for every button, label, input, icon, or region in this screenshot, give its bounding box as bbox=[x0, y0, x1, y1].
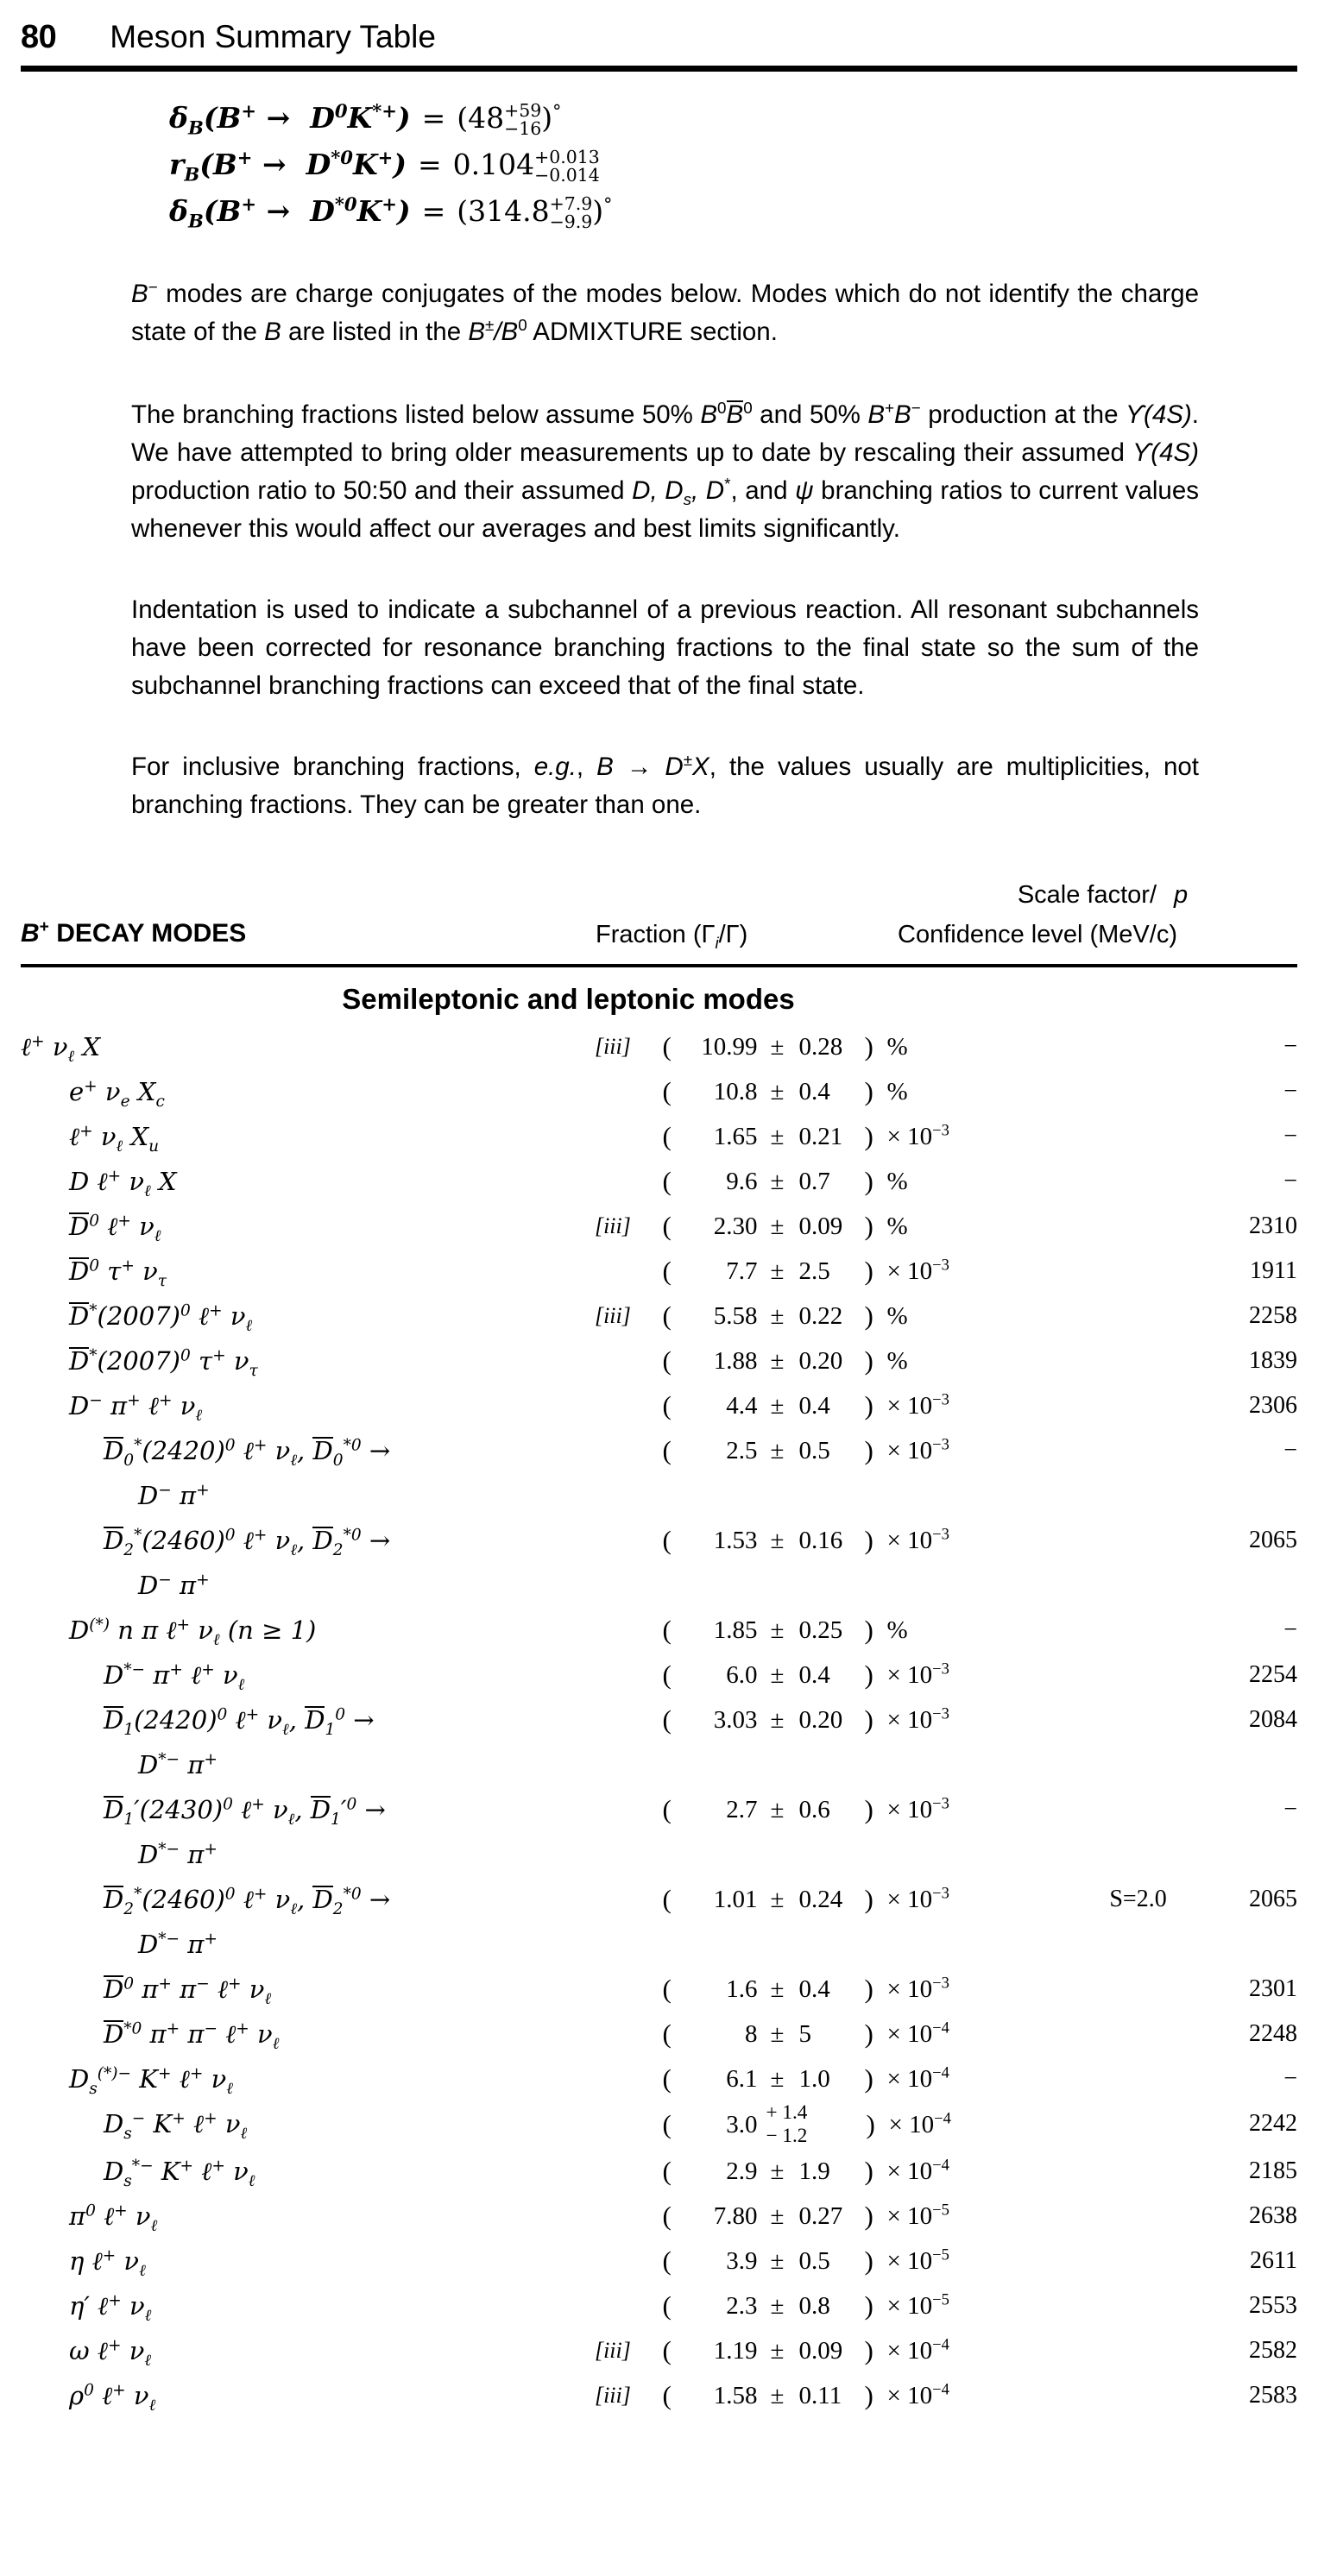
decay-mode-continuation-row bbox=[0, 1922, 1318, 1967]
header-confidence-level: Confidence level (MeV/c) bbox=[898, 921, 1177, 948]
decay-mode-cell: $D^{*0}$ π+ π− ℓ+ $\nu_\ell$ bbox=[104, 2019, 280, 2053]
reference-note-cell bbox=[595, 1608, 663, 1653]
reference-note-cell bbox=[595, 1114, 663, 1159]
momentum-cell: 2258 bbox=[1249, 1302, 1297, 1329]
scale-factor-cell bbox=[1028, 2012, 1167, 2056]
equation-3-equals: = bbox=[421, 194, 446, 228]
decay-mode-continuation-row bbox=[0, 1832, 1318, 1877]
table-row[interactable] bbox=[0, 1787, 1318, 1832]
table-row[interactable] bbox=[0, 1069, 1318, 1114]
decay-mode-continuation-cell: D− π+ bbox=[138, 1481, 210, 1510]
fraction-value-cell: ( 1.58 ± 0.11 ) × $10^{-4}$ bbox=[662, 2379, 949, 2410]
decay-mode-cell: $D_s^{*-}$ K+ ℓ+ $\nu_\ell$ bbox=[104, 2156, 255, 2190]
momentum-cell: 2306 bbox=[1249, 1392, 1297, 1419]
scale-factor-cell bbox=[1028, 1518, 1167, 1563]
fraction-value-cell: ( 10.8 ± 0.4 ) % bbox=[662, 1076, 908, 1106]
reference-note-cell bbox=[595, 2239, 663, 2283]
equation-1-lhs: $\delta_B(B^+ \to D^0K^{*+})$ bbox=[169, 100, 411, 139]
table-row[interactable] bbox=[0, 1338, 1318, 1383]
page-number: 80 bbox=[21, 19, 57, 55]
scale-factor-cell bbox=[1028, 1114, 1167, 1159]
decay-mode-cell: $D^*(2007)^0$ ℓ+ $\nu_\ell$ bbox=[69, 1301, 253, 1335]
momentum-cell: − bbox=[1283, 1078, 1297, 1105]
section-title: Semileptonic and leptonic modes bbox=[342, 983, 795, 1015]
table-row[interactable] bbox=[0, 1653, 1318, 1697]
scale-factor-cell bbox=[1028, 1653, 1167, 1697]
fraction-value-cell: ( 9.6 ± 0.7 ) % bbox=[662, 1166, 908, 1196]
fraction-value-cell: ( 10.99 ± 0.28 ) % bbox=[662, 1031, 908, 1061]
reference-note-cell bbox=[595, 1159, 663, 1204]
table-row[interactable] bbox=[0, 1428, 1318, 1473]
reference-note-cell bbox=[595, 1338, 663, 1383]
fraction-value-cell: ( 3.9 ± 0.5 ) × $10^{-5}$ bbox=[662, 2245, 949, 2276]
header-scale-factor: Scale factor/ bbox=[1017, 881, 1157, 909]
decay-mode-cell: $D^0$ π+ π− ℓ+ $\nu_\ell$ bbox=[104, 1975, 272, 2008]
equation-3-rhs: (314.8 +7.9 −9.9 )° bbox=[457, 193, 613, 232]
momentum-cell: 2065 bbox=[1249, 1527, 1297, 1553]
scale-factor-cell bbox=[1028, 2149, 1167, 2194]
decay-mode-cell: D(*) n π ℓ+ $\nu_\ell$ (n ≥ 1) bbox=[69, 1616, 317, 1649]
fraction-value-cell: ( 1.01 ± 0.24 ) × $10^{-3}$ bbox=[662, 1884, 949, 1914]
table-row[interactable] bbox=[0, 1024, 1318, 1069]
table-row[interactable] bbox=[0, 1249, 1318, 1294]
reference-note-cell bbox=[595, 1787, 663, 1832]
reference-note-cell: [iii] bbox=[594, 1034, 631, 1059]
equation-row-2 bbox=[169, 148, 1318, 194]
table-row[interactable] bbox=[0, 1383, 1318, 1428]
decay-mode-cell: η′ ℓ+ $\nu_\ell$ bbox=[69, 2290, 152, 2325]
reference-note-cell bbox=[595, 1697, 663, 1742]
table-row[interactable] bbox=[0, 1967, 1318, 2012]
header-decay-modes: B+ DECAY MODES bbox=[21, 918, 247, 948]
momentum-cell: 2301 bbox=[1249, 1975, 1297, 2002]
momentum-cell: 2254 bbox=[1249, 1661, 1297, 1688]
scale-factor-cell bbox=[1028, 2283, 1167, 2328]
reference-note-cell bbox=[595, 1428, 663, 1473]
fraction-value-cell: ( 2.7 ± 0.6 ) × $10^{-3}$ bbox=[662, 1794, 949, 1824]
decay-mode-continuation-row bbox=[0, 1563, 1318, 1608]
fraction-value-cell: ( 1.19 ± 0.09 ) × $10^{-4}$ bbox=[662, 2334, 949, 2365]
decay-mode-continuation-cell: D*− π+ bbox=[138, 1750, 218, 1779]
decay-mode-cell: $\pi^0$ ℓ+ $\nu_\ell$ bbox=[69, 2201, 158, 2235]
equation-2-rhs: 0.104 +0.013 −0.014 bbox=[452, 147, 600, 186]
reference-note-cell: [iii] bbox=[594, 1213, 631, 1238]
momentum-cell: 2310 bbox=[1249, 1212, 1297, 1239]
decay-mode-cell: e+ $\nu_e$ $X_c$ bbox=[69, 1077, 165, 1111]
decay-mode-continuation-cell: D*− π+ bbox=[138, 1930, 218, 1959]
equation-1-equals: = bbox=[421, 101, 446, 135]
scale-factor-cell bbox=[1028, 2194, 1167, 2239]
decay-mode-cell: $D^0$ τ+ $\nu_\tau$ bbox=[69, 1257, 167, 1290]
fraction-value-cell: ( 4.4 ± 0.4 ) × $10^{-3}$ bbox=[662, 1390, 949, 1420]
decay-mode-cell: $\rho^0$ ℓ+ $\nu_\ell$ bbox=[69, 2380, 156, 2415]
scale-factor-cell bbox=[1028, 1383, 1167, 1428]
momentum-cell: − bbox=[1283, 1437, 1297, 1464]
scale-factor-cell bbox=[1028, 2373, 1167, 2418]
running-head bbox=[0, 0, 1318, 57]
table-row[interactable] bbox=[0, 1114, 1318, 1159]
momentum-cell: − bbox=[1283, 1123, 1297, 1149]
fraction-value-cell: ( 1.6 ± 0.4 ) × $10^{-3}$ bbox=[662, 1974, 949, 2004]
reference-note-cell bbox=[595, 1249, 663, 1294]
momentum-cell: 2084 bbox=[1249, 1706, 1297, 1733]
table-header-rule bbox=[21, 964, 1297, 967]
reference-note-cell bbox=[595, 2149, 663, 2194]
table-row[interactable] bbox=[0, 2239, 1318, 2283]
header-momentum-symbol: p bbox=[1174, 881, 1189, 909]
momentum-cell: − bbox=[1283, 1033, 1297, 1060]
momentum-cell: 2242 bbox=[1249, 2110, 1297, 2137]
decay-mode-cell: D*− π+ ℓ+ $\nu_\ell$ bbox=[104, 1660, 245, 1694]
decay-mode-cell: $D_0^*(2420)^0$ ℓ+ $\nu_\ell$, $D_0^{*0}$ → bbox=[104, 1436, 391, 1470]
page-title: Meson Summary Table bbox=[110, 19, 436, 54]
equation-row-1 bbox=[169, 101, 1318, 148]
decay-mode-cell: ω ℓ+ $\nu_\ell$ bbox=[69, 2335, 152, 2370]
header-fraction: Fraction $(\Gamma_i/\Gamma)$ bbox=[596, 921, 748, 952]
fraction-value-cell: ( 1.65 ± 0.21 ) × $10^{-3}$ bbox=[662, 1121, 949, 1151]
fraction-value-cell: ( 2.9 ± 1.9 ) × $10^{-4}$ bbox=[662, 2155, 949, 2186]
reference-note-cell bbox=[595, 2056, 663, 2101]
decay-mode-cell: D− π+ ℓ+ $\nu_\ell$ bbox=[69, 1391, 203, 1425]
reference-note-cell bbox=[595, 1653, 663, 1697]
reference-note-cell: [iii] bbox=[594, 1303, 631, 1328]
momentum-cell: − bbox=[1283, 1168, 1297, 1194]
table-row[interactable] bbox=[0, 2328, 1318, 2373]
reference-note-cell bbox=[595, 1877, 663, 1922]
decay-mode-cell: $D_2^*(2460)^0$ ℓ+ $\nu_\ell$, $D_2^{*0}$ → bbox=[104, 1526, 391, 1559]
scale-factor-cell bbox=[1028, 2239, 1167, 2283]
momentum-cell: 2248 bbox=[1249, 2020, 1297, 2047]
table-row[interactable] bbox=[0, 1697, 1318, 1742]
fraction-value-cell: ( 1.53 ± 0.16 ) × $10^{-3}$ bbox=[662, 1525, 949, 1555]
decay-mode-cell: D ℓ+ $\nu_\ell$ X bbox=[69, 1167, 177, 1200]
momentum-cell: 2065 bbox=[1249, 1886, 1297, 1912]
decay-mode-cell: $D_s^{(*)-}$ K+ ℓ+ $\nu_\ell$ bbox=[69, 2064, 233, 2098]
scale-factor-cell bbox=[1028, 1204, 1167, 1249]
decay-mode-continuation-row bbox=[0, 1742, 1318, 1787]
momentum-cell: 2185 bbox=[1249, 2157, 1297, 2184]
reference-note-cell bbox=[595, 1069, 663, 1114]
table-row[interactable] bbox=[0, 2373, 1318, 2418]
reference-note-cell bbox=[595, 2101, 663, 2149]
scale-factor-cell bbox=[1028, 1069, 1167, 1114]
momentum-cell: 1839 bbox=[1249, 1347, 1297, 1374]
scale-factor-cell bbox=[1028, 1338, 1167, 1383]
scale-factor-cell bbox=[1028, 2101, 1167, 2149]
fraction-value-cell: ( 1.88 ± 0.20 ) % bbox=[662, 1345, 908, 1376]
equation-2-lhs: $r_B(B^+ \to D^{*0}K^+)$ bbox=[169, 147, 407, 186]
header-rule bbox=[21, 66, 1297, 72]
equation-row-3 bbox=[169, 194, 1318, 241]
fraction-value-cell: ( 2.30 ± 0.09 ) % bbox=[662, 1211, 908, 1241]
table-row[interactable] bbox=[0, 2149, 1318, 2194]
table-row[interactable] bbox=[0, 1294, 1318, 1338]
fraction-value-cell: ( 2.5 ± 0.5 ) × $10^{-3}$ bbox=[662, 1435, 949, 1465]
equation-3-lhs: $\delta_B(B^+ \to D^{*0}K^+)$ bbox=[169, 193, 411, 232]
table-row[interactable] bbox=[0, 2101, 1318, 2149]
scale-factor-cell bbox=[1028, 1159, 1167, 1204]
fraction-value-cell: ( 5.58 ± 0.22 ) % bbox=[662, 1301, 908, 1331]
scale-factor-cell bbox=[1028, 1249, 1167, 1294]
note-charge-conjugates: B− modes are charge conjugates of the modes below. Modes which do not identify the charge state of the B are listed in the $B^\pm/B^0$ ADMIXTURE section. bbox=[131, 278, 1199, 346]
scale-factor-cell bbox=[1028, 1428, 1167, 1473]
table-row[interactable] bbox=[0, 2194, 1318, 2239]
scale-factor-cell bbox=[1028, 1608, 1167, 1653]
fraction-value-cell: ( 6.0 ± 0.4 ) × $10^{-3}$ bbox=[662, 1660, 949, 1690]
momentum-cell: 2638 bbox=[1249, 2201, 1297, 2229]
decay-mode-cell: $D_2^*(2460)^0$ ℓ+ $\nu_\ell$, $D_2^{*0}$ → bbox=[104, 1885, 391, 1918]
fraction-value-cell: ( 3.0 + 1.4 − 1.2 ) × $10^{-4}$ bbox=[662, 2101, 951, 2148]
scale-factor-cell bbox=[1028, 2056, 1167, 2101]
momentum-cell: 2582 bbox=[1249, 2336, 1297, 2364]
fraction-value-cell: ( 3.03 ± 0.20 ) × $10^{-3}$ bbox=[662, 1704, 949, 1735]
decay-mode-continuation-cell: D*− π+ bbox=[138, 1840, 218, 1869]
table-column-headers bbox=[0, 881, 1318, 964]
scale-factor-cell bbox=[1028, 1294, 1167, 1338]
table-row[interactable] bbox=[0, 2012, 1318, 2056]
scale-factor-cell bbox=[1028, 2328, 1167, 2373]
momentum-cell: − bbox=[1283, 1616, 1297, 1643]
decay-mode-continuation-row bbox=[0, 1473, 1318, 1518]
note-indentation: Indentation is used to indicate a subchannel of a previous reaction. All resonant subchannels have been corrected for resonance branching fractions to the final state so the sum of the subchannel branching fractions can exceed that of the final state. bbox=[131, 595, 1199, 700]
equation-2-equals: = bbox=[417, 148, 442, 181]
decay-mode-cell: $D_s^-$ K+ ℓ+ $\nu_\ell$ bbox=[104, 2109, 248, 2143]
decay-mode-cell: ℓ+ $\nu_\ell$ X bbox=[21, 1032, 101, 1066]
scale-factor-cell: S=2.0 bbox=[1109, 1886, 1167, 1912]
fraction-value-cell: ( 6.1 ± 1.0 ) × $10^{-4}$ bbox=[662, 2063, 949, 2094]
table-row[interactable] bbox=[0, 1608, 1318, 1653]
momentum-cell: 1911 bbox=[1250, 1257, 1297, 1284]
fraction-value-cell: ( 8 ± 5 ) × $10^{-4}$ bbox=[662, 2019, 949, 2049]
reference-note-cell bbox=[595, 1967, 663, 2012]
fraction-value-cell: ( 1.85 ± 0.25 ) % bbox=[662, 1615, 908, 1645]
reference-note-cell bbox=[595, 1518, 663, 1563]
fraction-value-cell: ( 2.3 ± 0.8 ) × $10^{-5}$ bbox=[662, 2289, 949, 2321]
note-branching-fractions: The branching fractions listed below assume 50% $B^0B^0$ and 50% B+B− production at the ϒ(4S). We have attempted to bring older measurements up to date by rescaling their assumed ϒ(4S) production ratio to 50:50 and their assumed D, $D_s$, D*, and ψ branching ratios to current values whenever this would affect our averages and best limits significantly. bbox=[131, 399, 1199, 543]
reference-note-cell: [iii] bbox=[594, 2382, 631, 2408]
decay-mode-cell: $D^*(2007)^0$ τ+ $\nu_\tau$ bbox=[69, 1346, 258, 1380]
scale-factor-cell bbox=[1028, 1967, 1167, 2012]
decay-mode-cell: $D_1'(2430)^0$ ℓ+ $\nu_\ell$, $D_1'^0$ → bbox=[104, 1795, 386, 1829]
fraction-value-cell: ( 7.80 ± 0.27 ) × $10^{-5}$ bbox=[662, 2200, 949, 2231]
momentum-cell: 2553 bbox=[1249, 2291, 1297, 2319]
scale-factor-cell bbox=[1028, 1024, 1167, 1069]
fraction-value-cell: ( 7.7 ± 2.5 ) × $10^{-3}$ bbox=[662, 1256, 949, 1286]
reference-note-cell: [iii] bbox=[594, 2337, 631, 2363]
table-row[interactable] bbox=[0, 1877, 1318, 1922]
decay-mode-cell: ℓ+ $\nu_\ell$ $X_u$ bbox=[69, 1122, 160, 1156]
table-row[interactable] bbox=[0, 1159, 1318, 1204]
note-inclusive: For inclusive branching fractions, e.g., B → D±X, the values usually are multiplicities, not branching fractions. They can be greater than one. bbox=[131, 751, 1199, 819]
momentum-cell: − bbox=[1283, 2065, 1297, 2092]
decay-mode-cell: $D_1(2420)^0$ ℓ+ $\nu_\ell$, $D_1^0$ → bbox=[104, 1705, 375, 1739]
decay-mode-continuation-cell: D− π+ bbox=[138, 1571, 210, 1600]
table-row[interactable] bbox=[0, 1518, 1318, 1563]
momentum-cell: 2611 bbox=[1250, 2246, 1297, 2274]
table-row[interactable] bbox=[0, 1204, 1318, 1249]
decay-mode-cell: η ℓ+ $\nu_\ell$ bbox=[69, 2245, 146, 2280]
reference-note-cell bbox=[595, 1383, 663, 1428]
scale-factor-cell bbox=[1028, 1787, 1167, 1832]
equation-block bbox=[0, 101, 1318, 241]
momentum-cell: − bbox=[1283, 1796, 1297, 1823]
momentum-cell: 2583 bbox=[1249, 2381, 1297, 2409]
decay-mode-cell: $D^0$ ℓ+ $\nu_\ell$ bbox=[69, 1212, 161, 1245]
decay-modes-table bbox=[0, 1024, 1318, 2418]
reference-note-cell bbox=[595, 2283, 663, 2328]
table-row[interactable] bbox=[0, 2056, 1318, 2101]
table-row[interactable] bbox=[0, 2283, 1318, 2328]
reference-note-cell bbox=[595, 2194, 663, 2239]
reference-note-cell bbox=[595, 2012, 663, 2056]
scale-factor-cell bbox=[1028, 1697, 1167, 1742]
equation-1-rhs: (48 +59 −16 )° bbox=[457, 100, 562, 139]
